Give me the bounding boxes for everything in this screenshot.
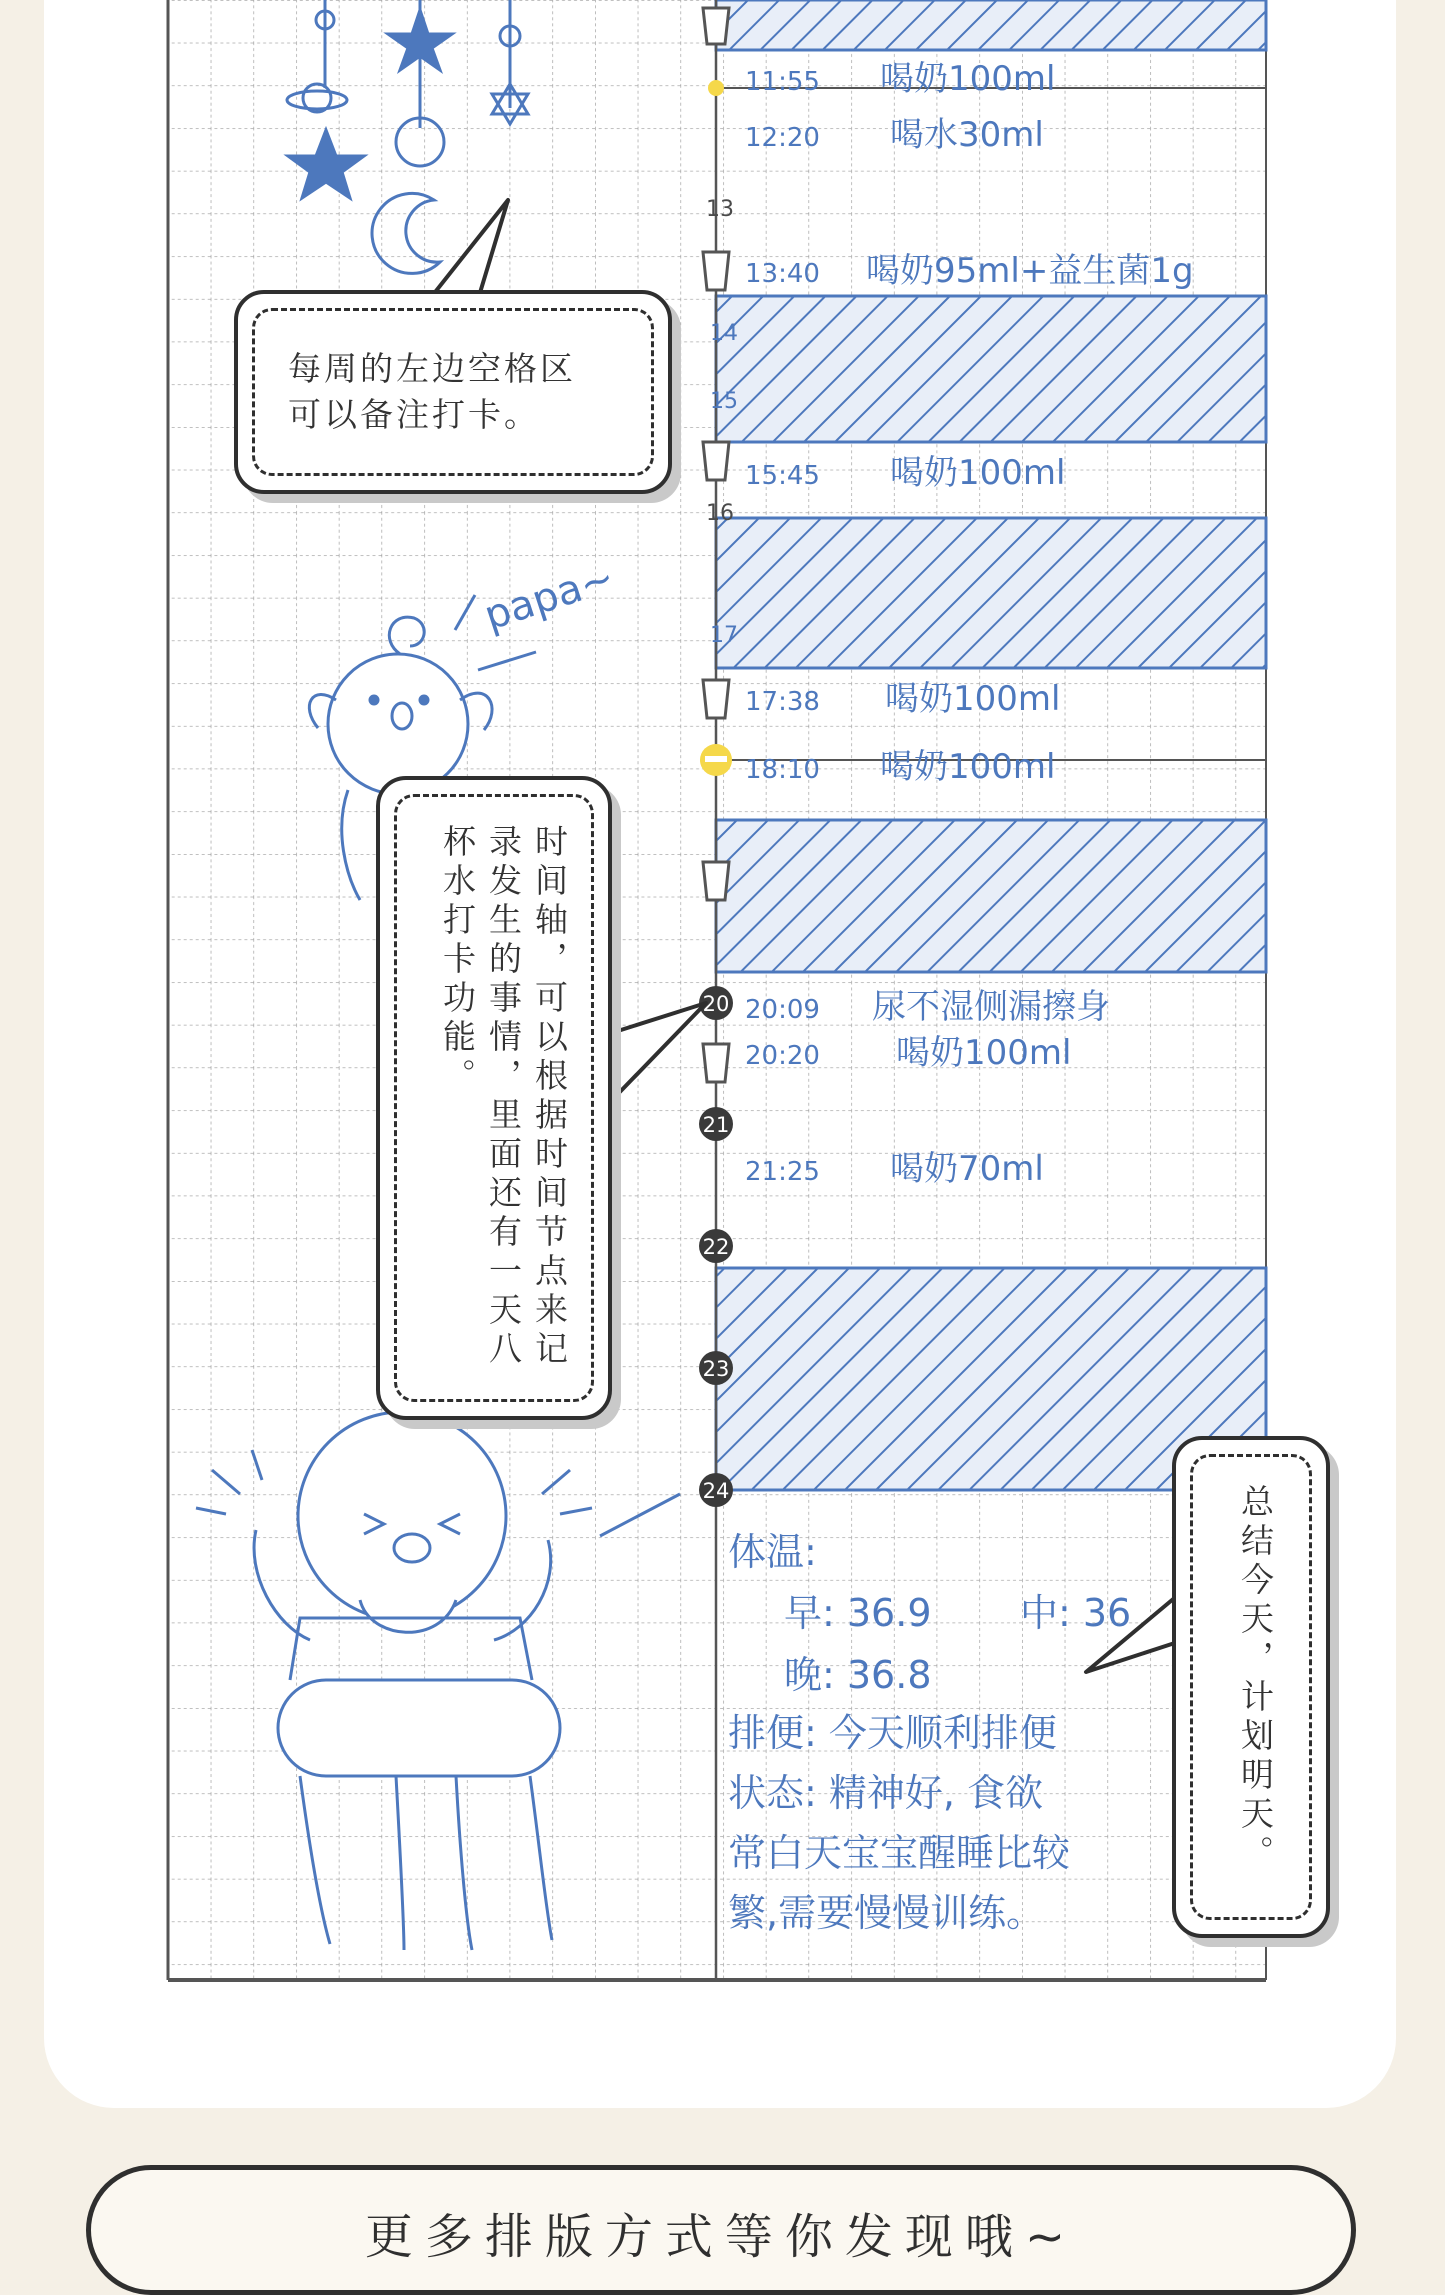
summary-callout (1172, 1436, 1330, 1938)
entry-time: 21:25 (745, 1157, 820, 1187)
summary-temp-label: 体温: (728, 1530, 817, 1574)
entry-time: 20:09 (745, 995, 820, 1025)
entry-time: 11:55 (745, 67, 820, 97)
water-cup-icon (703, 442, 729, 480)
water-cup-icon (703, 8, 729, 44)
hour-label: 15 (710, 389, 738, 414)
left-margin-callout-text: 每周的左边空格区 可以备注打卡。 (288, 349, 576, 434)
left-margin-callout (234, 290, 672, 494)
water-cup-icon (703, 680, 729, 718)
hour-label: 14 (710, 321, 738, 346)
hour-label: 13 (706, 197, 734, 222)
entry-text: 尿不湿侧漏擦身 (872, 987, 1110, 1027)
entry-text: 喝奶100ml (880, 747, 1056, 787)
hour-label: 16 (706, 501, 734, 526)
summary-temp-morning: 早: 36.9 (784, 1591, 932, 1635)
timeline-callout (376, 776, 612, 1420)
hour-label: 17 (710, 623, 738, 648)
entry-text: 喝奶100ml (890, 453, 1066, 493)
entry-text: 喝奶95ml+益生菌1g (866, 251, 1194, 291)
summary-status-line: 繁,需要慢慢训练。 (728, 1891, 1045, 1935)
water-cup-icon (703, 1044, 729, 1082)
hour-dot (699, 1107, 733, 1141)
hour-dot (699, 1473, 733, 1507)
more-layouts-text: 更多排版方式等你发现哦~ (364, 2209, 1078, 2265)
entry-text: 喝奶100ml (896, 1033, 1072, 1073)
timeline-callout-text: 时间轴，可以根据时间节点来记录发生的事情，里面还有一天八杯水打卡功能。 (438, 824, 569, 1370)
hour-dot (699, 1351, 733, 1385)
entry-time: 13:40 (745, 259, 820, 289)
more-layouts-banner (86, 2165, 1356, 2295)
entry-text: 喝奶70ml (890, 1149, 1044, 1189)
svg-text:20: 20 (702, 992, 730, 1016)
entry-time: 20:20 (745, 1041, 820, 1071)
highlight-dot (708, 80, 724, 96)
summary-status-line: 常白天宝宝醒睡比较 (728, 1831, 1071, 1875)
hour-dot (699, 1229, 733, 1263)
summary-temp-noon: 中: 36 (1020, 1591, 1132, 1635)
summary-temp-night: 晚: 36.8 (784, 1653, 932, 1697)
entry-text: 喝奶100ml (885, 679, 1061, 719)
summary-callout-text: 总结今天，计划明天。 (1236, 1484, 1275, 1874)
entry-time: 18:10 (745, 755, 820, 785)
svg-text:22: 22 (702, 1235, 730, 1259)
water-cup-icon (703, 252, 729, 290)
entry-time: 17:38 (745, 687, 820, 717)
summary-bowel: 排便: 今天顺利排便 (728, 1711, 1057, 1755)
entry-time: 15:45 (745, 461, 820, 491)
water-cup-icon (703, 862, 729, 900)
entry-text: 喝奶100ml (880, 59, 1056, 99)
summary-status-line: 状态: 精神好, 食欲 (728, 1771, 1044, 1815)
entry-text: 喝水30ml (890, 115, 1044, 155)
svg-text:23: 23 (702, 1357, 730, 1381)
papa-text: papa~ (478, 554, 620, 640)
svg-text:24: 24 (702, 1479, 730, 1503)
svg-text:21: 21 (702, 1113, 730, 1137)
entry-time: 12:20 (745, 123, 820, 153)
